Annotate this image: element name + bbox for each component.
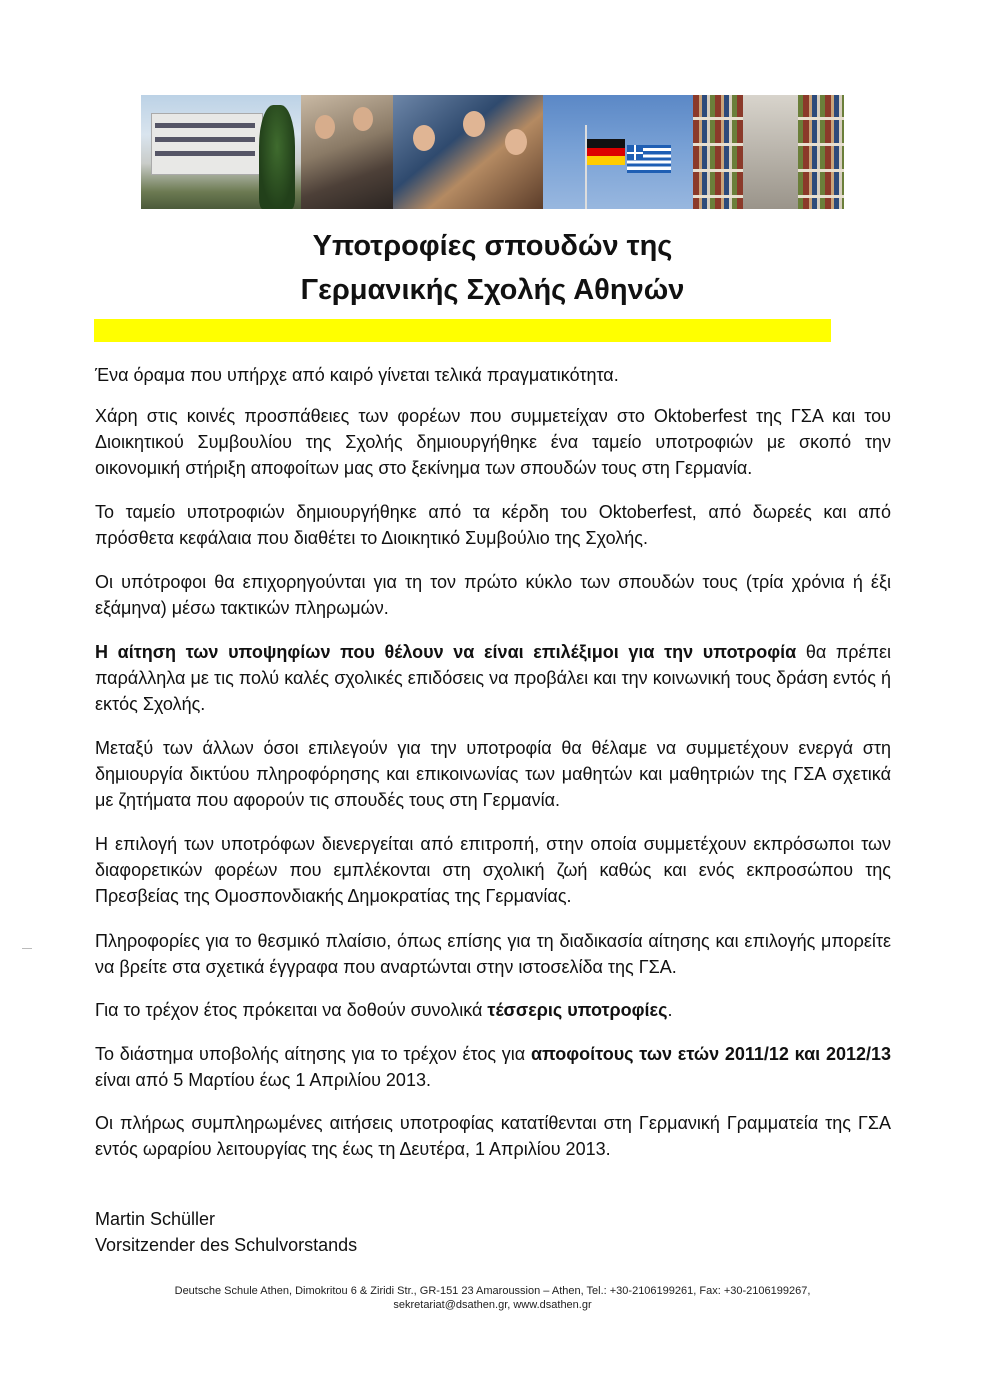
document-title-line-2: Γερμανικής Σχολής Αθηνών <box>300 274 685 306</box>
paragraph-information: Πληροφορίες για το θεσμικό πλαίσιο, όπως επίσης για τη διαδικασία αίτησης και επιλογής μπορείτε να βρείτε στα σχετικά έγγραφα που αναρτώνται στην ιστοσελίδα της ΓΣΑ. <box>95 931 891 977</box>
paragraph-selection-committee: Η επιλογή των υποτρόφων διενεργείται από επιτροπή, στην οποία συμμετέχουν εκπρόσωποι των διαφορετικών φορέων που εμπλέκονται στη σχολική ζωή καθώς και ενός εκπροσώπου της Πρεσβείας της Ομοσπονδιακής Δημοκρατίας της Γερμανίας. <box>95 834 891 906</box>
paragraph-fund-sources: Το ταμείο υποτροφιών δημιουργήθηκε από τα κέρδη του Oktoberfest, από δωρεές και από πρόσθετα κεφάλαια που διαθέτει το Διοικητικό Συμβούλιο της Σχολής. <box>95 502 891 548</box>
german-greek-flags-photo <box>543 95 693 209</box>
paragraph-network: Μεταξύ των άλλων όσοι επιλεγούν για την υποτροφία θα θέλαμε να συμμετέχουν ενεργά στη δημιουργία δικτύου πληροφόρησης και επικοινωνίας των μαθητών και μαθητριών της ΓΣΑ σχετικά με ζητήματα που αφορούν τις σπουδές τους στη Γερμανία. <box>95 738 891 810</box>
header-photo-banner <box>141 95 844 209</box>
paragraph-number-of-scholarships: Για το τρέχον έτος πρόκειται να δοθούν συνολικά τέσσερις υποτροφίες. <box>95 1000 673 1020</box>
paragraph-intro: Ένα όραμα που υπήρχε από καιρό γίνεται τελικά πραγματικότητα. <box>95 365 619 385</box>
students-classroom-photo <box>393 95 543 209</box>
paragraph-submission: Οι πλήρως συμπληρωμένες αιτήσεις υποτροφίας κατατίθενται στη Γερμανική Γραμματεία της ΓΣΑ εντός ωραρίου λειτουργίας της έως τη Δευτέρα, 1 Απριλίου 2013. <box>95 1113 891 1159</box>
margin-mark <box>22 948 32 949</box>
signature-name: Martin Schüller <box>95 1209 216 1229</box>
paragraph-grant-duration: Οι υπότροφοι θα επιχορηγούνται για τη τον πρώτο κύκλο των σπουδών τους (τρία χρόνια ή έξι εξάμηνα) μέσω τακτικών πληρωμών. <box>95 572 891 618</box>
application-requirements-bold: Η αίτηση των υποψηφίων που θέλουν να είναι επιλέξιμοι για την υποτροφία <box>95 642 797 662</box>
title-highlight-bar <box>94 319 831 342</box>
school-building-photo <box>141 95 301 209</box>
document-title-line-1: Υποτροφίες σπουδών της <box>312 230 673 262</box>
greek-flag-icon <box>627 145 671 173</box>
paragraph-application-period: Το διάστημα υποβολής αίτησης για το τρέχον έτος για αποφοίτους των ετών 2011/12 και 2012/13 είναι από 5 Μαρτίου έως 1 Απριλίου 2013. <box>95 1044 892 1090</box>
signature-role: Vorsitzender des Schulvorstands <box>95 1235 358 1255</box>
students-lab-photo <box>301 95 393 209</box>
paragraph-fund-creation: Χάρη στις κοινές προσπάθειες των φορέων που συμμετείχαν στο Oktoberfest της ΓΣΑ και του Διοικητικού Συμβουλίου της Σχολής δημιουργήθηκε ένα ταμείο υποτροφιών με σκοπό την οικονομική στήριξη αποφοίτων μας στο ξεκίνημα των σπουδών τους στη Γερμανία. <box>95 406 891 478</box>
footer-contact: sekretariat@dsathen.gr, www.dsathen.gr <box>393 1299 592 1311</box>
footer-address: Deutsche Schule Athen, Dimokritou 6 & Ziridi Str., GR-151 23 Amaroussion – Athen, Tel.: +30-2106199261, Fax: +30-2106199267, <box>174 1285 811 1297</box>
paragraph-application-requirements: Η αίτηση των υποψηφίων που θέλουν να είναι επιλέξιμοι για την υποτροφία θα πρέπει παράλληλα με τις πολύ καλές σχολικές επιδόσεις να προβάλει και την κοινωνική τους δράση εντός ή εκτός Σχολής. <box>95 642 892 714</box>
library-photo <box>693 95 844 209</box>
german-flag-icon <box>587 139 625 165</box>
